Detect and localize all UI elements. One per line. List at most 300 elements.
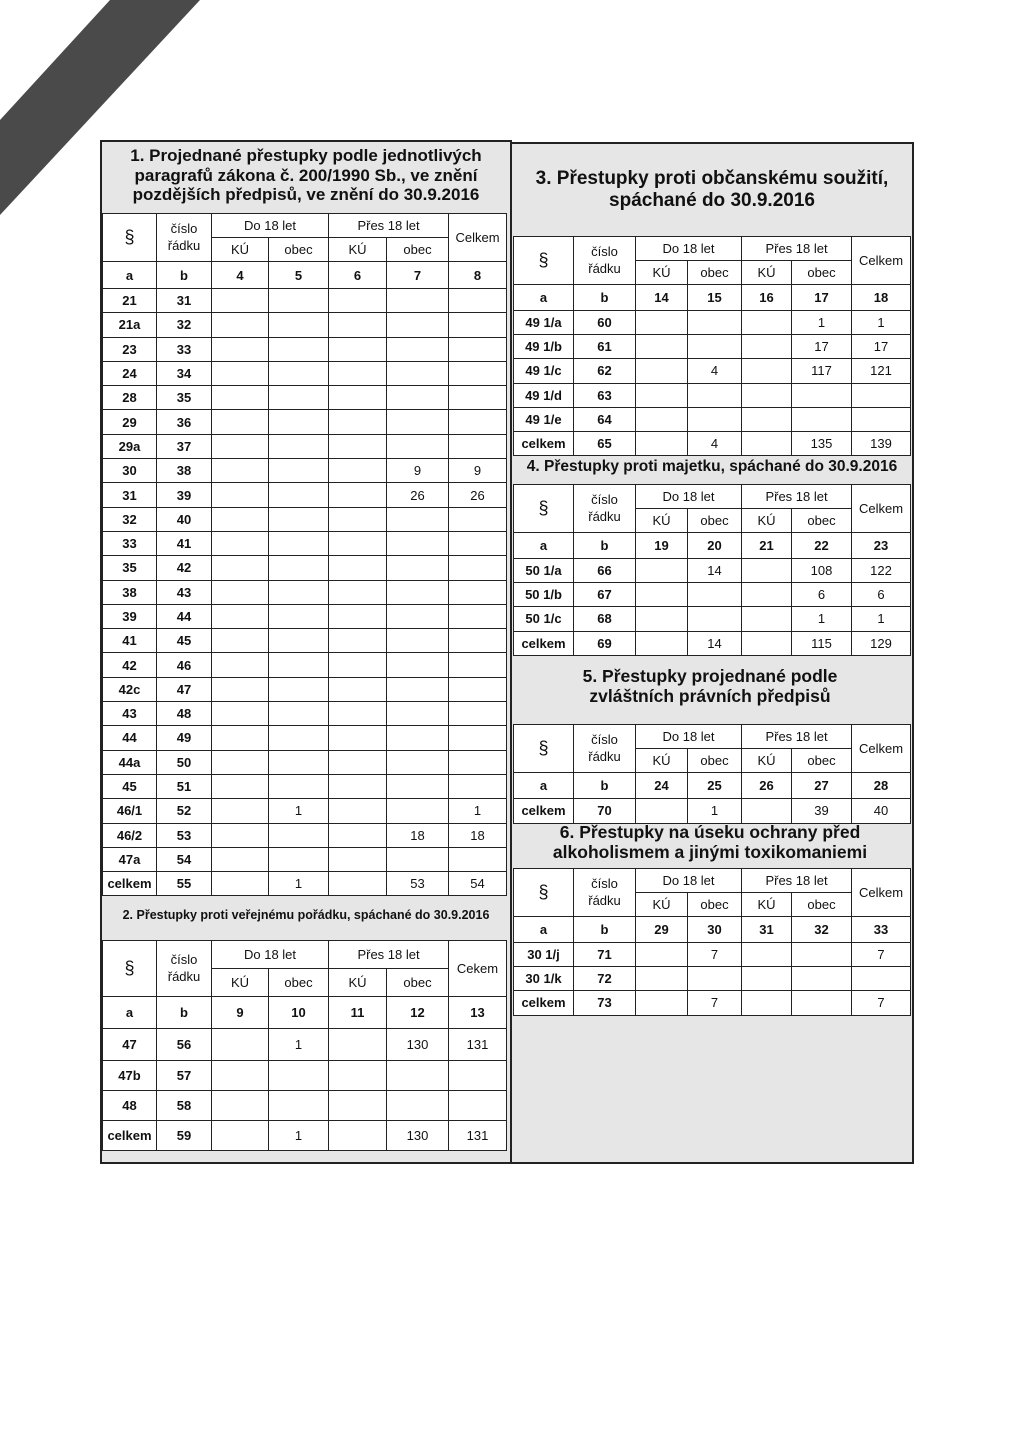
table-row <box>514 335 911 359</box>
row-number-cell: 46 <box>157 653 212 677</box>
value-cell <box>742 311 792 335</box>
column-letter-row <box>514 533 911 559</box>
value-cell <box>742 631 792 655</box>
value-cell: 4 <box>688 359 742 383</box>
row-number-cell: 48 <box>157 702 212 726</box>
table3-title: 3. Přestupky proti občanskému soužití, spáchané do 30.9.2016 <box>535 168 889 211</box>
value-cell <box>329 604 387 628</box>
value-cell <box>329 361 387 385</box>
paragraph-cell: 50 1/c <box>514 607 574 631</box>
paragraph-cell: 47b <box>103 1061 157 1091</box>
column-letter-row <box>514 917 911 943</box>
obec-header: obec <box>792 509 852 533</box>
over18-header: Přes 18 let <box>742 485 852 509</box>
value-cell <box>688 583 742 607</box>
column-letter: 14 <box>636 285 688 311</box>
row-number-cell: 72 <box>574 967 636 991</box>
paragraph-cell: 29 <box>103 410 157 434</box>
value-cell <box>636 583 688 607</box>
ku-header: KÚ <box>636 749 688 773</box>
column-letter: 23 <box>852 533 911 559</box>
row-number-cell: 55 <box>157 872 212 896</box>
value-cell <box>329 1091 387 1121</box>
value-cell <box>329 556 387 580</box>
value-cell: 17 <box>792 335 852 359</box>
row-number-cell: 58 <box>157 1091 212 1121</box>
under18-header: Do 18 let <box>212 214 329 238</box>
value-cell <box>212 483 269 507</box>
table-row <box>103 750 507 774</box>
para-header: § <box>103 214 157 262</box>
para-header: § <box>514 869 574 917</box>
value-cell: 53 <box>387 872 449 896</box>
column-letter: 6 <box>329 262 387 289</box>
obec-header: obec <box>688 261 742 285</box>
value-cell <box>742 991 792 1015</box>
column-letter: 24 <box>636 773 688 799</box>
value-cell <box>212 604 269 628</box>
value-cell: 18 <box>387 823 449 847</box>
ku-header: KÚ <box>329 238 387 262</box>
value-cell <box>387 677 449 701</box>
paragraph-cell: 47a <box>103 847 157 871</box>
value-cell <box>688 311 742 335</box>
row-number-cell: 38 <box>157 459 212 483</box>
value-cell <box>329 337 387 361</box>
value-cell <box>636 559 688 583</box>
ku-header: KÚ <box>212 969 269 997</box>
table-row <box>103 872 507 896</box>
scan-corner-highlight <box>0 0 110 120</box>
column-letter: 21 <box>742 533 792 559</box>
paragraph-cell: 46/1 <box>103 799 157 823</box>
table-row <box>514 967 911 991</box>
value-cell <box>449 580 507 604</box>
value-cell <box>852 967 911 991</box>
column-letter: 5 <box>269 262 329 289</box>
value-cell <box>269 507 329 531</box>
value-cell: 40 <box>852 799 911 824</box>
table1-title: 1. Projednané přestupky podle jednotlivých paragrafů zákona č. 200/1990 Sb., ve znění pozdějších předpisů, ve znění do 30.9.2016 <box>130 146 482 205</box>
table-row <box>103 556 507 580</box>
table6-title: 6. Přestupky na úseku ochrany před alkoholismem a jinými toxikomaniemi <box>552 822 868 863</box>
value-cell <box>269 823 329 847</box>
table6 <box>513 868 911 1016</box>
table-row <box>103 507 507 531</box>
paragraph-cell: 49 1/b <box>514 335 574 359</box>
column-letter: 25 <box>688 773 742 799</box>
table2 <box>102 940 507 1151</box>
column-letter-row <box>103 997 507 1029</box>
paragraph-cell: 21a <box>103 313 157 337</box>
ku-header: KÚ <box>742 893 792 917</box>
over18-header: Přes 18 let <box>329 941 449 969</box>
table-row <box>103 580 507 604</box>
value-cell <box>742 431 792 455</box>
value-cell: 117 <box>792 359 852 383</box>
paragraph-cell: 48 <box>103 1091 157 1121</box>
total-header: Celkem <box>449 214 507 262</box>
value-cell <box>387 726 449 750</box>
value-cell <box>269 531 329 555</box>
value-cell <box>636 383 688 407</box>
column-letter-row <box>514 285 911 311</box>
value-cell <box>329 823 387 847</box>
table5 <box>513 724 911 824</box>
value-cell: 1 <box>852 311 911 335</box>
value-cell <box>387 410 449 434</box>
value-cell <box>269 702 329 726</box>
row-number-cell: 37 <box>157 434 212 458</box>
column-letter: b <box>574 773 636 799</box>
paragraph-cell: 45 <box>103 774 157 798</box>
value-cell: 17 <box>852 335 911 359</box>
paragraph-cell: 28 <box>103 386 157 410</box>
column-letter: 7 <box>387 262 449 289</box>
value-cell <box>742 383 792 407</box>
value-cell: 139 <box>852 431 911 455</box>
value-cell: 122 <box>852 559 911 583</box>
value-cell <box>449 604 507 628</box>
value-cell <box>269 750 329 774</box>
row-number-cell: 69 <box>574 631 636 655</box>
row-no-header: číslo řádku <box>574 725 636 773</box>
value-cell <box>636 359 688 383</box>
value-cell <box>212 726 269 750</box>
row-number-cell: 73 <box>574 991 636 1015</box>
value-cell <box>387 799 449 823</box>
value-cell <box>742 407 792 431</box>
paragraph-cell: 39 <box>103 604 157 628</box>
paragraph-cell: 44 <box>103 726 157 750</box>
row-number-cell: 59 <box>157 1121 212 1151</box>
value-cell <box>269 483 329 507</box>
row-number-cell: 63 <box>574 383 636 407</box>
table-row <box>103 774 507 798</box>
paragraph-cell: 23 <box>103 337 157 361</box>
paragraph-cell: 35 <box>103 556 157 580</box>
value-cell <box>212 289 269 313</box>
column-letter: b <box>574 285 636 311</box>
table-row <box>103 653 507 677</box>
value-cell <box>387 361 449 385</box>
value-cell <box>449 629 507 653</box>
table-row <box>103 1121 507 1151</box>
column-letter: 26 <box>742 773 792 799</box>
value-cell <box>329 799 387 823</box>
value-cell: 9 <box>387 459 449 483</box>
value-cell <box>329 531 387 555</box>
row-number-cell: 31 <box>157 289 212 313</box>
value-cell <box>387 289 449 313</box>
column-letter: 32 <box>792 917 852 943</box>
row-no-header: číslo řádku <box>574 485 636 533</box>
table-row <box>103 604 507 628</box>
value-cell: 129 <box>852 631 911 655</box>
row-no-header: číslo řádku <box>157 941 212 997</box>
paragraph-cell: celkem <box>514 431 574 455</box>
value-cell <box>329 580 387 604</box>
table-row <box>103 386 507 410</box>
row-number-cell: 42 <box>157 556 212 580</box>
value-cell <box>212 774 269 798</box>
value-cell <box>387 774 449 798</box>
ku-header: KÚ <box>742 261 792 285</box>
paragraph-cell: celkem <box>103 872 157 896</box>
table-row <box>103 1061 507 1091</box>
ku-header: KÚ <box>636 893 688 917</box>
ku-header: KÚ <box>636 261 688 285</box>
obec-header: obec <box>269 969 329 997</box>
value-cell <box>792 383 852 407</box>
value-cell <box>688 335 742 359</box>
value-cell <box>636 607 688 631</box>
row-number-cell: 65 <box>574 431 636 455</box>
column-letter: 4 <box>212 262 269 289</box>
value-cell <box>449 1061 507 1091</box>
column-letter: a <box>514 285 574 311</box>
value-cell: 130 <box>387 1121 449 1151</box>
value-cell <box>212 580 269 604</box>
under18-header: Do 18 let <box>212 941 329 969</box>
table-row <box>103 483 507 507</box>
table-row <box>514 607 911 631</box>
para-header: § <box>103 941 157 997</box>
value-cell <box>742 943 792 967</box>
value-cell <box>387 1061 449 1091</box>
value-cell <box>269 774 329 798</box>
value-cell <box>269 459 329 483</box>
value-cell: 1 <box>269 799 329 823</box>
value-cell: 121 <box>852 359 911 383</box>
value-cell <box>742 335 792 359</box>
value-cell <box>269 629 329 653</box>
paragraph-cell: 47 <box>103 1029 157 1061</box>
value-cell <box>269 1061 329 1091</box>
value-cell <box>269 289 329 313</box>
value-cell: 7 <box>852 943 911 967</box>
value-cell <box>688 607 742 631</box>
row-number-cell: 49 <box>157 726 212 750</box>
value-cell <box>329 1121 387 1151</box>
over18-header: Přes 18 let <box>329 214 449 238</box>
value-cell <box>387 531 449 555</box>
table1 <box>102 213 507 896</box>
value-cell <box>212 1029 269 1061</box>
value-cell <box>792 967 852 991</box>
value-cell: 4 <box>688 431 742 455</box>
value-cell: 1 <box>269 872 329 896</box>
column-letter: a <box>514 917 574 943</box>
column-letter: 17 <box>792 285 852 311</box>
value-cell: 7 <box>852 991 911 1015</box>
table-row <box>103 1091 507 1121</box>
column-letter: 16 <box>742 285 792 311</box>
value-cell: 14 <box>688 559 742 583</box>
paragraph-cell: 30 1/k <box>514 967 574 991</box>
row-number-cell: 34 <box>157 361 212 385</box>
value-cell: 115 <box>792 631 852 655</box>
value-cell <box>449 702 507 726</box>
table-row <box>514 631 911 655</box>
row-number-cell: 33 <box>157 337 212 361</box>
value-cell <box>387 507 449 531</box>
value-cell <box>269 580 329 604</box>
obec-header: obec <box>387 969 449 997</box>
column-letter: a <box>514 773 574 799</box>
value-cell: 1 <box>688 799 742 824</box>
row-number-cell: 50 <box>157 750 212 774</box>
value-cell <box>449 1091 507 1121</box>
value-cell: 1 <box>792 311 852 335</box>
value-cell <box>449 750 507 774</box>
table-row <box>103 823 507 847</box>
column-letter: 27 <box>792 773 852 799</box>
value-cell <box>329 1029 387 1061</box>
table-row <box>103 313 507 337</box>
column-letter: 30 <box>688 917 742 943</box>
row-number-cell: 67 <box>574 583 636 607</box>
value-cell <box>636 967 688 991</box>
table-row <box>103 702 507 726</box>
row-number-cell: 36 <box>157 410 212 434</box>
table-row <box>514 991 911 1015</box>
value-cell <box>387 604 449 628</box>
paragraph-cell: 49 1/d <box>514 383 574 407</box>
value-cell <box>329 483 387 507</box>
total-header: Celkem <box>852 237 911 285</box>
value-cell <box>212 434 269 458</box>
column-letter: 20 <box>688 533 742 559</box>
value-cell <box>329 1061 387 1091</box>
value-cell <box>449 847 507 871</box>
value-cell: 1 <box>852 607 911 631</box>
value-cell <box>212 702 269 726</box>
paragraph-cell: 42 <box>103 653 157 677</box>
paragraph-cell: 29a <box>103 434 157 458</box>
table-row <box>103 847 507 871</box>
value-cell: 135 <box>792 431 852 455</box>
paragraph-cell: celkem <box>103 1121 157 1151</box>
under18-header: Do 18 let <box>636 725 742 749</box>
value-cell: 1 <box>269 1029 329 1061</box>
row-number-cell: 43 <box>157 580 212 604</box>
value-cell <box>212 507 269 531</box>
table-row <box>103 677 507 701</box>
value-cell <box>688 407 742 431</box>
table-row <box>514 407 911 431</box>
row-number-cell: 64 <box>574 407 636 431</box>
total-header: Celkem <box>852 725 911 773</box>
column-letter: 15 <box>688 285 742 311</box>
value-cell <box>852 383 911 407</box>
value-cell: 9 <box>449 459 507 483</box>
value-cell <box>387 750 449 774</box>
table-row <box>103 629 507 653</box>
column-letter: 13 <box>449 997 507 1029</box>
under18-header: Do 18 let <box>636 237 742 261</box>
value-cell <box>449 361 507 385</box>
value-cell <box>742 607 792 631</box>
value-cell <box>329 702 387 726</box>
paragraph-cell: 49 1/a <box>514 311 574 335</box>
table-row <box>514 799 911 824</box>
row-number-cell: 60 <box>574 311 636 335</box>
value-cell: 54 <box>449 872 507 896</box>
row-number-cell: 71 <box>574 943 636 967</box>
table-row <box>103 799 507 823</box>
value-cell <box>449 386 507 410</box>
row-number-cell: 62 <box>574 359 636 383</box>
row-number-cell: 61 <box>574 335 636 359</box>
para-header: § <box>514 485 574 533</box>
value-cell <box>387 313 449 337</box>
value-cell <box>449 507 507 531</box>
paragraph-cell: 24 <box>103 361 157 385</box>
value-cell <box>742 799 792 824</box>
paragraph-cell: 38 <box>103 580 157 604</box>
paragraph-cell: celkem <box>514 631 574 655</box>
column-letter: 8 <box>449 262 507 289</box>
value-cell <box>329 726 387 750</box>
value-cell <box>212 847 269 871</box>
value-cell <box>269 847 329 871</box>
value-cell <box>212 629 269 653</box>
value-cell <box>449 410 507 434</box>
value-cell <box>269 410 329 434</box>
value-cell <box>792 991 852 1015</box>
value-cell <box>212 872 269 896</box>
paragraph-cell: 49 1/c <box>514 359 574 383</box>
column-letter: b <box>157 997 212 1029</box>
column-letter: 33 <box>852 917 911 943</box>
obec-header: obec <box>269 238 329 262</box>
value-cell <box>212 677 269 701</box>
total-header: Celkem <box>852 485 911 533</box>
value-cell: 1 <box>792 607 852 631</box>
value-cell <box>269 1091 329 1121</box>
paragraph-cell: celkem <box>514 991 574 1015</box>
table-row <box>514 311 911 335</box>
value-cell <box>449 774 507 798</box>
value-cell <box>387 337 449 361</box>
value-cell <box>329 750 387 774</box>
value-cell <box>742 967 792 991</box>
value-cell <box>212 1121 269 1151</box>
value-cell <box>329 313 387 337</box>
total-header: Celkem <box>852 869 911 917</box>
ku-header: KÚ <box>329 969 387 997</box>
value-cell <box>449 556 507 580</box>
value-cell <box>269 361 329 385</box>
row-number-cell: 39 <box>157 483 212 507</box>
row-number-cell: 47 <box>157 677 212 701</box>
value-cell: 131 <box>449 1121 507 1151</box>
value-cell <box>329 847 387 871</box>
table-row <box>103 361 507 385</box>
ku-header: KÚ <box>742 509 792 533</box>
table-row <box>514 943 911 967</box>
row-number-cell: 66 <box>574 559 636 583</box>
value-cell <box>212 799 269 823</box>
value-cell <box>387 556 449 580</box>
value-cell <box>742 559 792 583</box>
column-letter: 31 <box>742 917 792 943</box>
value-cell <box>212 410 269 434</box>
row-number-cell: 32 <box>157 313 212 337</box>
paragraph-cell: 21 <box>103 289 157 313</box>
paragraph-cell: 31 <box>103 483 157 507</box>
